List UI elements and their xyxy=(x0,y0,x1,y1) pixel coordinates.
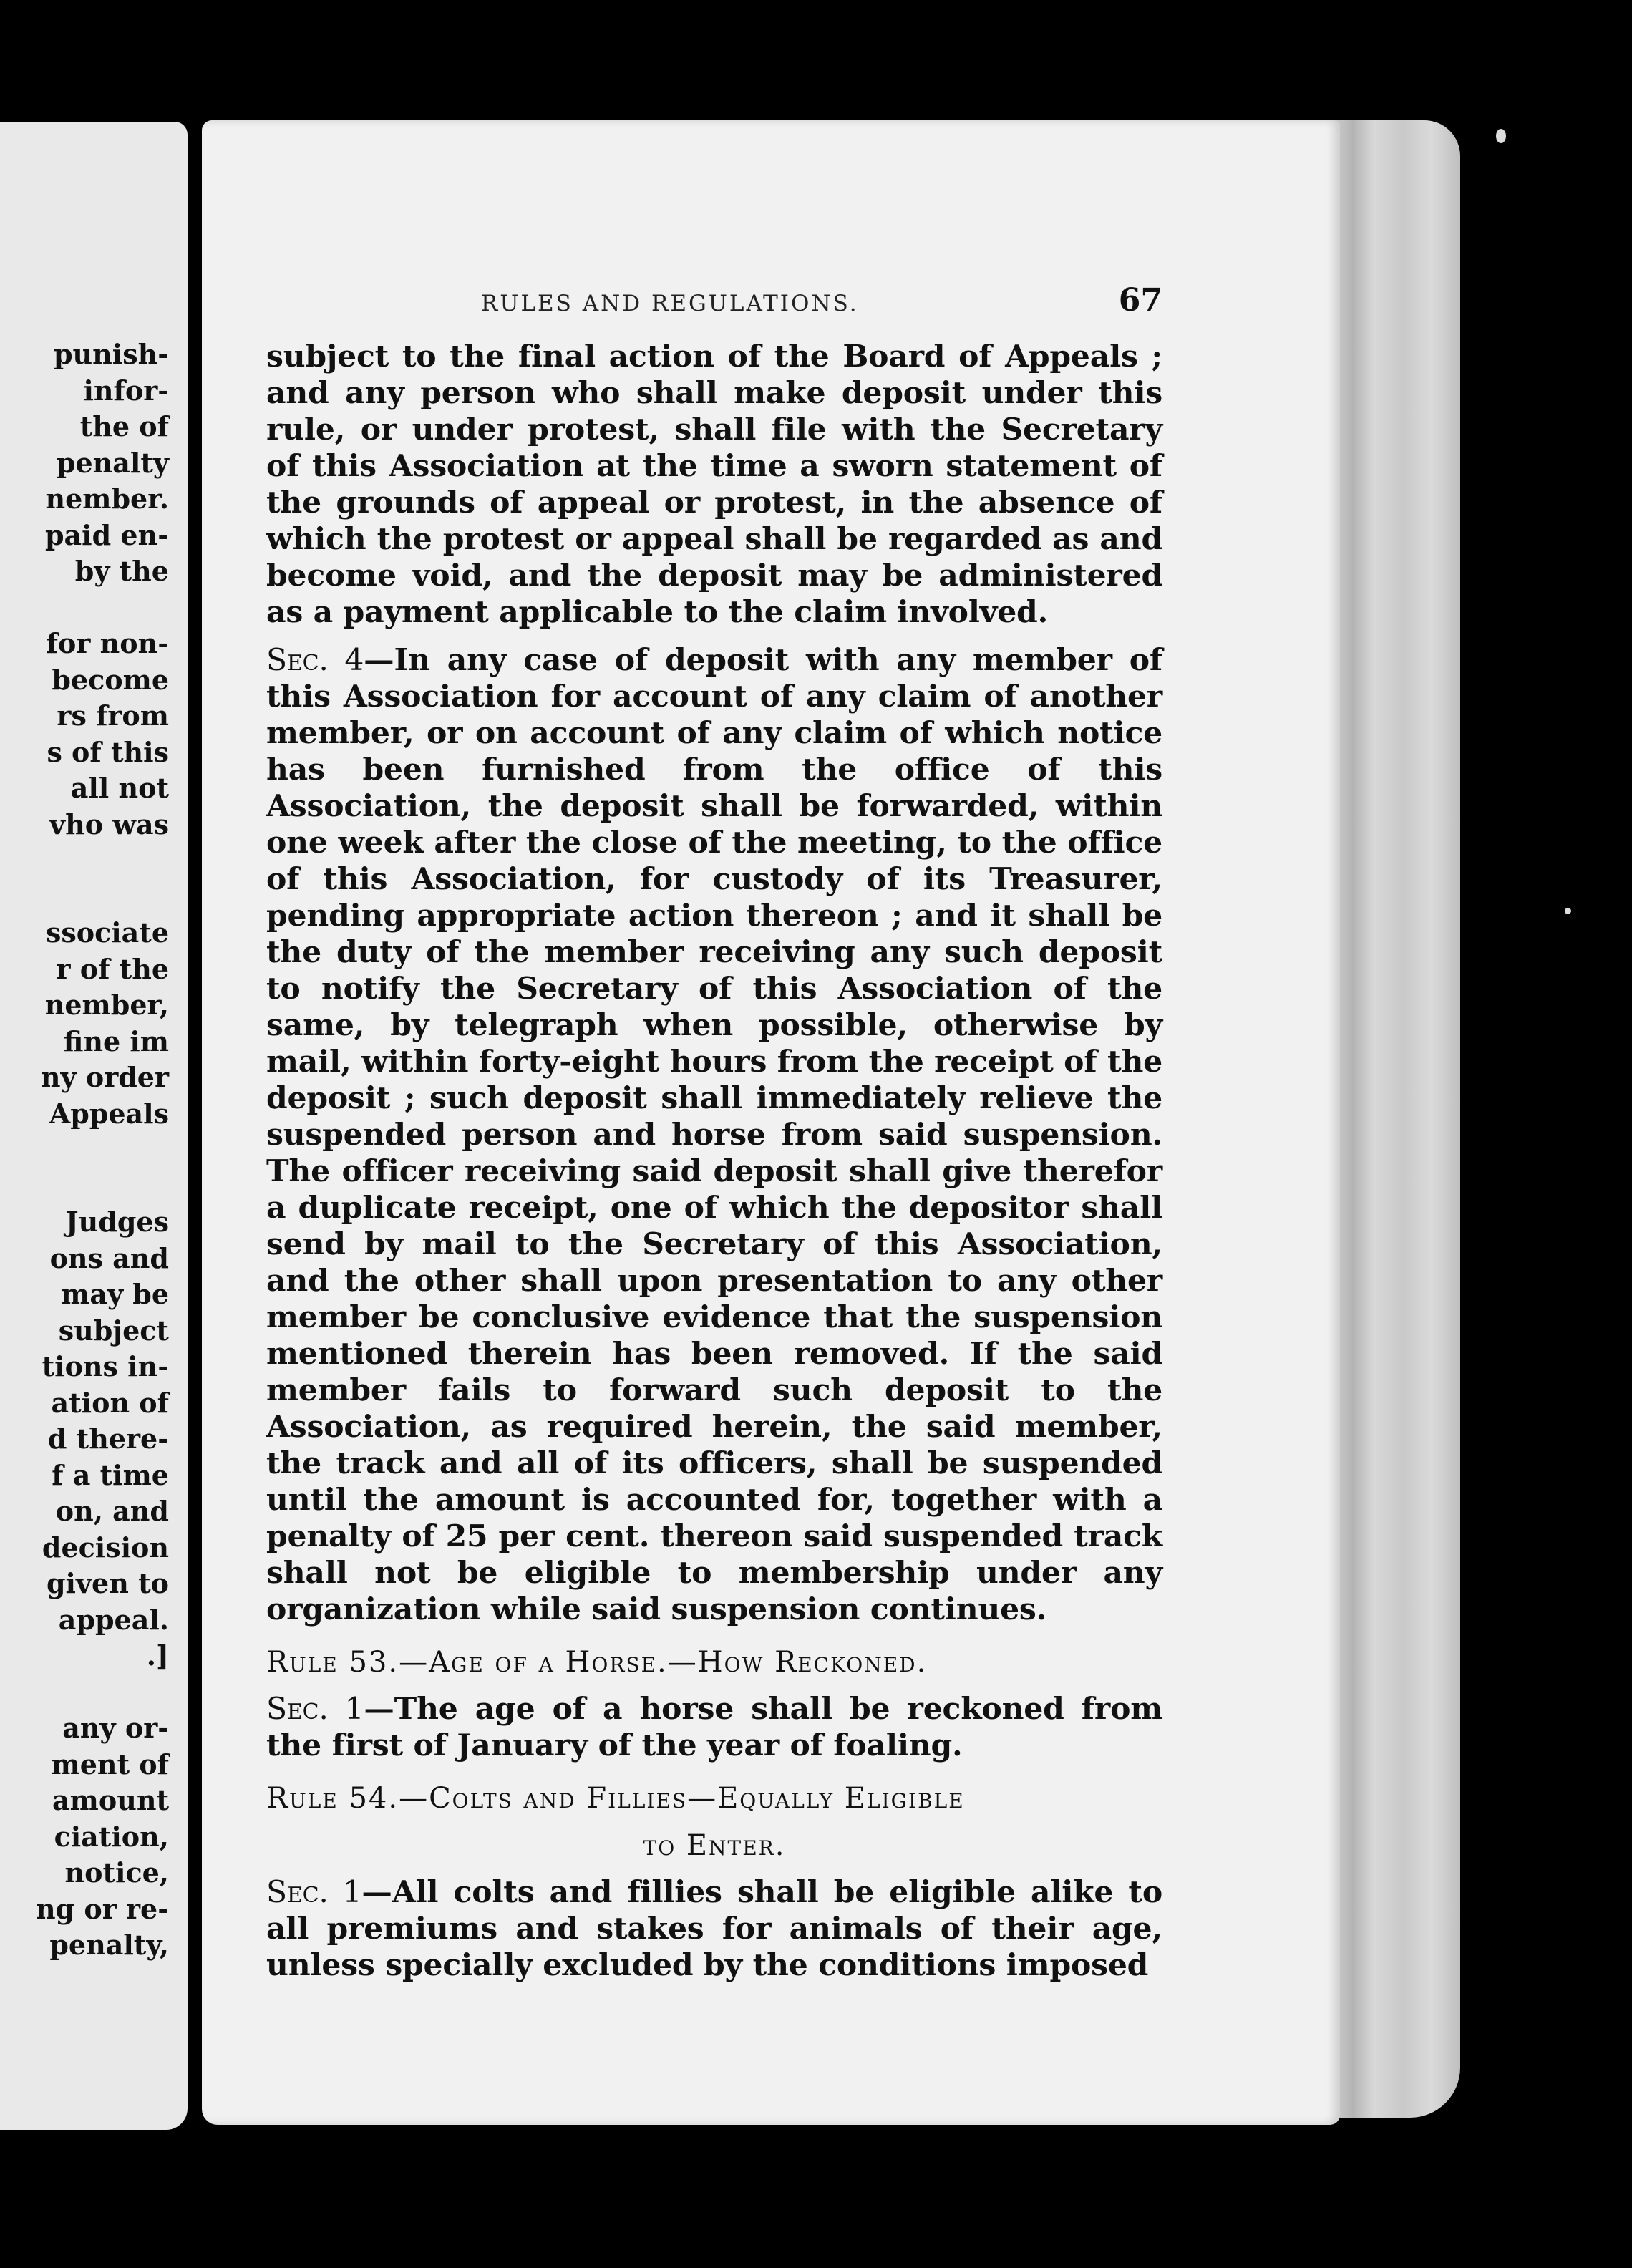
left-page-line: Appeals xyxy=(49,1097,169,1130)
dust-speck xyxy=(1496,129,1506,143)
right-page xyxy=(202,120,1340,2125)
paragraph-rule-54-sec-1 xyxy=(266,1874,1162,1984)
left-page-line: d there- xyxy=(47,1423,169,1455)
left-page-line: any or- xyxy=(62,1712,169,1744)
left-page-line: all not xyxy=(70,772,169,804)
rule-53-heading: Rule 53.—Age of a Horse.—How Reckoned. xyxy=(266,1646,928,1679)
left-page-line: f a time xyxy=(52,1458,169,1491)
body-text xyxy=(266,339,1162,1984)
paragraph-rule-53-sec-1 xyxy=(266,1691,1162,1764)
left-page-line: decision xyxy=(42,1531,169,1564)
sec-4-text: —In any case of deposit with any member of this Association for account of any claim of another member, or on account of any claim of which notice has been furnished from the office of this Association, the deposit shall be forwarded, within one week after the close of the meeting, to the office of this Association, for custody of its Treasurer, pending appropriate action thereon ; and it shall be the duty of the member receiving any such deposit to notify the Secretary of this Association of the same, by telegraph when possible, otherwise by mail, within forty-eight hours from the receipt of the deposit ; such deposit shall immediately relieve the suspended person and horse from said suspension. The officer receiving said deposit shall give therefor a duplicate receipt, one of which the depositor shall send by mail to the Secretary of this Association, and the other shall upon presentation to any other member be conclusive evidence that the suspension mentioned therein has been removed. If the said member fails to forward such deposit to the Association, as required herein, the said member, the track and all of its officers, shall be suspended until the amount is accounted for, together with a penalty of 25 per cent. thereon said suspended track shall not be eligible to membership under any organization while said suspension continues. xyxy=(266,642,1162,1627)
left-page-line: nember. xyxy=(45,483,169,515)
rule-53-sec-text: —The age of a horse shall be reckoned from the first of January of the year of foaling. xyxy=(266,1691,1162,1763)
paragraph-sec-4 xyxy=(266,642,1162,1628)
rule-54-sec-label: Sec. 1 xyxy=(266,1875,362,1910)
running-head xyxy=(266,282,1162,328)
left-page-line: r of the xyxy=(56,952,169,985)
left-page-line: s of this xyxy=(47,735,169,768)
left-page-line xyxy=(0,879,169,916)
left-page-line: ment of xyxy=(51,1748,169,1780)
left-page-line: ciation, xyxy=(54,1820,169,1853)
left-page-line: vho was xyxy=(49,808,169,840)
left-page-line: the of xyxy=(79,410,169,442)
left-page-line: ny order xyxy=(40,1061,169,1093)
left-page-line: tions in- xyxy=(42,1350,169,1382)
rule-54-sec-text: —All colts and fillies shall be eligible alike to all premiums and stakes for animals of their age, unless specially excluded by the conditions imposed xyxy=(266,1874,1163,1983)
left-page-line: on, and xyxy=(55,1495,169,1527)
page-number: 67 xyxy=(1118,282,1162,319)
left-page-line xyxy=(0,590,169,626)
paragraph-continuation: subject to the final action of the Board of Appeals ; and any person who shall make deposit under this rule, or under protest, shall file with the Secretary of this Association at the time a sworn statement of the grounds of appeal or protest, in the absence of which the protest or appeal shall be regarded as and become void, and the deposit may be administered as a payment applicable to the claim involved. xyxy=(266,339,1162,630)
left-page-line xyxy=(0,1132,169,1168)
left-page-line: ng or re- xyxy=(36,1892,169,1925)
left-page-line: amount xyxy=(52,1784,169,1816)
left-page-line xyxy=(0,843,169,879)
dust-speck xyxy=(1565,908,1571,914)
left-page-line: fine im xyxy=(63,1024,169,1057)
running-title: RULES AND REGULATIONS. xyxy=(481,291,859,316)
left-page-line xyxy=(0,1168,169,1205)
left-page-line: ation of xyxy=(51,1386,169,1419)
left-page-line: nember, xyxy=(44,989,169,1021)
left-page-line: ons and xyxy=(49,1241,169,1274)
rule-53-sec-label: Sec. 1 xyxy=(266,1692,364,1727)
left-page-line: appeal. xyxy=(58,1603,169,1636)
left-page-text xyxy=(0,336,169,1964)
left-page-line xyxy=(0,1675,169,1711)
left-page-line: punish- xyxy=(53,338,169,370)
left-page-line: notice, xyxy=(64,1856,169,1889)
left-page-line: become xyxy=(52,663,169,696)
left-page-line: by the xyxy=(74,555,169,587)
rule-54-heading: Rule 54.—Colts and Fillies—Equally Eligible xyxy=(266,1782,965,1815)
left-page-line: penalty, xyxy=(49,1929,169,1961)
left-page-line: paid en- xyxy=(44,518,169,551)
left-page-line: .] xyxy=(146,1639,169,1672)
left-page xyxy=(0,122,188,2130)
left-page-line: rs from xyxy=(57,699,169,732)
left-page-line: given to xyxy=(46,1567,169,1599)
left-page-line: penalty xyxy=(56,446,169,479)
left-page-line: Judges xyxy=(65,1206,169,1238)
sec-4-label: Sec. 4 xyxy=(266,643,364,678)
left-page-line: may be xyxy=(61,1278,169,1310)
rule-54-heading-continued: to Enter. xyxy=(643,1829,786,1862)
left-page-line: subject xyxy=(58,1314,169,1347)
left-page-line: ssociate xyxy=(45,916,169,949)
left-page-line: for non- xyxy=(46,627,169,659)
left-page-line: infor- xyxy=(83,374,169,407)
